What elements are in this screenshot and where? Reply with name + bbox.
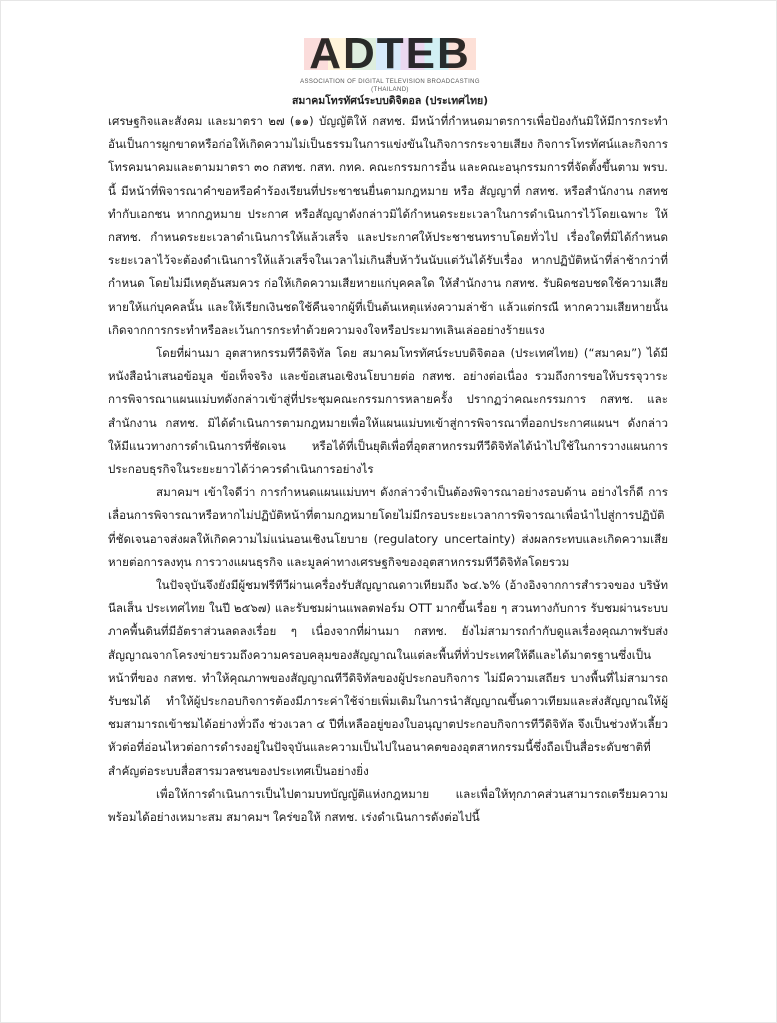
logo-thai-name: สมาคมโทรทัศน์ระบบดิจิตอล (ประเทศไทย) — [291, 95, 488, 107]
paragraph-4: ในปัจจุบันจึงยังมีผู้ชมฟรีทีวีผ่านเครื่องรับสัญญาณดาวเทียมถึง ๖๔.๖% (อ้างอิงจากการสำรวจของ บริษัทนีลเส็น ประเทศไทย ในปี ๒๕๖๗) และรับชมผ่านแพลตฟอร์ม OTT มากขึ้นเรื่อย ๆ สวนทางกับการ รับชมผ่านระบบภาคพื้นดินที่มีอัตราส่วนลดลงเรื่อย ๆ เนื่องจากที่ผ่านมา กสทช. ยังไม่สามารถกำกับดูแลเรื่องคุณภาพรับส่งสัญญาณจากโครงข่ายรวมถึงความครอบคลุมของสัญญาณในแต่ละพื้นที่ทั่วประเทศให้ดีและได้มาตรฐานซึ่งเป็นหน้าที่ของ กสทช. ทำให้คุณภาพของสัญญาณทีวีดิจิทัลของผู้ประกอบกิจการ ไม่มีความเสถียร บางพื้นที่ไม่สามารถรับชมได้ ทำให้ผู้ประกอบกิจการต้องมีภาระค่าใช้จ่ายเพิ่มเติมในการนำสัญญาณขึ้นดาวเทียมและส่งสัญญาณให้ผู้ชมสามารถเข้าชมได้อย่างทั่วถึง ช่วงเวลา ๔ ปีที่เหลืออยู่ของใบอนุญาตประกอบกิจการทีวีดิจิทัล จึงเป็นช่วงหัวเลี้ยวหัวต่อที่อ่อนไหวต่อการดำรงอยู่ในปัจจุบันและความเป็นไปในอนาคตของอุตสาหกรรมนี้ซึ่งถือเป็นสื่อระดับชาติที่สำคัญต่อระบบสื่อสารมวลชนของประเทศเป็นอย่างยิ่ง — [108, 578, 668, 778]
paragraph-3: สมาคมฯ เข้าใจดีว่า การกำหนดแผนแม่บทฯ ดังกล่าวจำเป็นต้องพิจารณาอย่างรอบด้าน อย่างไรก็ดี การเลื่อนการพิจารณาหรือหากไม่ปฏิบัติหน้าที่ตามกฎหมายโดยไม่มีกรอบระยะเวลาการพิจารณาเพื่อนำไปสู่การปฏิบัติที่ชัดเจนอาจส่งผลให้เกิดความไม่แน่นอนเชิงนโยบาย (regulatory uncertainty) ส่งผลกระทบและเกิดความเสียหายต่อการลงทุน การวางแผนธุรกิจ และมูลค่าทางเศรษฐกิจของอุตสาหกรรมทีวีดิจิทัลโดยรวม — [108, 485, 668, 569]
paragraph-2: โดยที่ผ่านมา อุตสาหกรรมทีวีดิจิทัล โดย สมาคมโทรทัศน์ระบบดิจิตอล (ประเทศไทย) (“สมาคม”) ได้มีหนังสือนำเสนอข้อมูล ข้อเท็จจริง และข้อเสนอเชิงนโยบายต่อ กสทช. อย่างต่อเนื่อง รวมถึงการขอให้บรรจุวาระการพิจารณาแผนแม่บทดังกล่าวเข้าสู่ที่ประชุมคณะกรรมการหลายครั้ง ปรากฏว่าคณะกรรมการ กสทช. และสำนักงาน กสทช. มิได้ดำเนินการตามกฎหมายเพื่อให้แผนแม่บทเข้าสู่การพิจารณาที่ออกประกาศแผนฯ ดังกล่าว ให้มีแนวทางการดำเนินการที่ชัดเจน หรือได้ที่เป็นยุติเพื่อที่อุตสาหกรรมทีวีดิจิทัลได้นำไปใช้ในการวางแผนการประกอบธุรกิจในระยะยาวได้ว่าควรดำเนินการอย่างไร — [108, 346, 668, 477]
logo-subtitle: ASSOCIATION OF DIGITAL TELEVISION BROADCASTING (THAILAND) — [300, 79, 480, 93]
paragraph-5: เพื่อให้การดำเนินการเป็นไปตามบทบัญญัติแห่งกฎหมาย และเพื่อให้ทุกภาคส่วนสามารถเตรียมความพร้อมได้อย่างเหมาะสม สมาคมฯ ใคร่ขอให้ กสทช. เร่งดำเนินการดังต่อไปนี้ — [108, 786, 668, 825]
logo-wordmark: ADTEB — [309, 29, 471, 78]
letter-body — [108, 110, 668, 829]
adteb-logo — [290, 29, 490, 107]
paragraph-1: เศรษฐกิจและสังคม และมาตรา ๒๗ (๑๑) บัญญัติให้ กสทช. มีหน้าที่กำหนดมาตรการเพื่อป้องกันมิให้มีการกระทำอันเป็นการผูกขาดหรือก่อให้เกิดความไม่เป็นธรรมในการแข่งขันในกิจการกระจายเสียง กิจการโทรทัศน์และกิจการโทรคมนาคมและตามมาตรา ๓๐ กสทช. กสท. กทค. คณะกรรมการอื่น และคณะอนุกรรมการที่จัดตั้งขึ้นตาม พรบ. นี้ มีหน้าที่พิจารณาคำขอหรือคำร้องเรียนที่ประชาชนยื่นตามกฎหมาย หรือ สัญญาที่ กสทช. หรือสำนักงาน กสทช ทำกับเอกชน หากกฎหมาย ประกาศ หรือสัญญาดังกล่าวมิได้กำหนดระยะเวลาในการดำเนินการไว้โดยเฉพาะ ให้ กสทช. กำหนดระยะเวลาดำเนินการให้แล้วเสร็จ และประกาศให้ประชาชนทราบโดยทั่วไป เรื่องใดที่มิได้กำหนดระยะเวลาไว้จะต้องดำเนินการให้แล้วเสร็จในเวลาไม่เกินสี่บห้าวันนับแต่วันได้รับเรื่อง หากปฏิบัติหน้าที่ล่าช้ากว่าที่กำหนด โดยไม่มีเหตุอันสมควร ก่อให้เกิดความเสียหายแก่บุคคลใด ให้สำนักงาน กสทช. รับผิดชอบชดใช้ความเสียหายให้แก่บุคคลนั้น และให้เรียกเงินชดใช้คืนจากผู้ที่เป็นต้นเหตุแห่งความล่าช้า แล้วแต่กรณี หากความเสียหายนั้นเกิดจากการกระทำหรือละเว้นการกระทำด้วยความจงใจหรือประมาทเลินเล่ออย่างร้ายแรง — [108, 114, 668, 337]
